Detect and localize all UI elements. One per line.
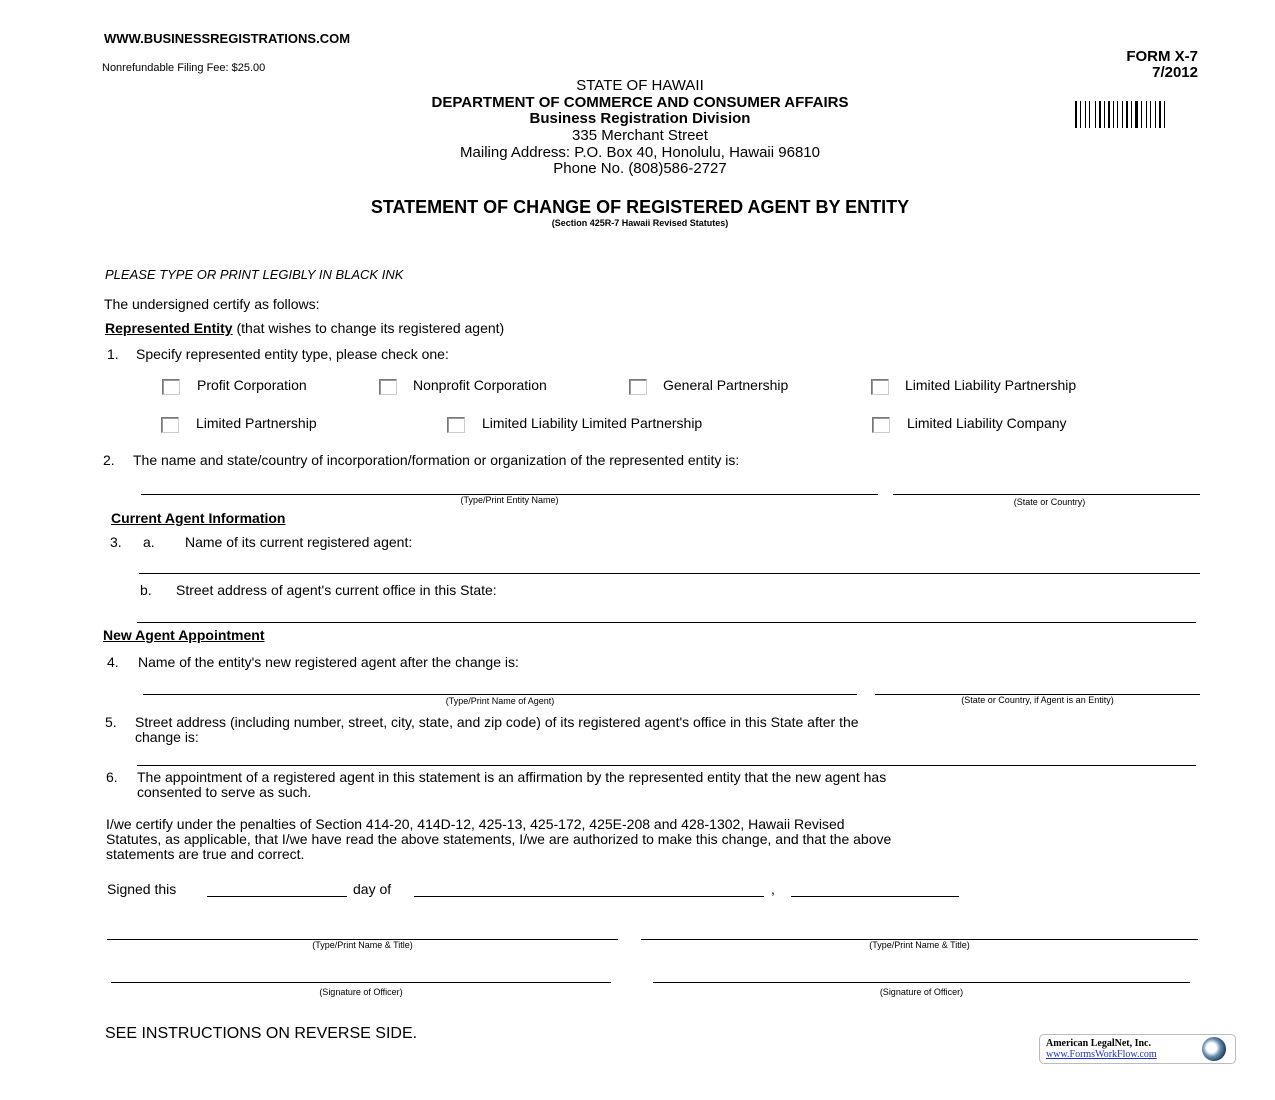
q3b-text: Street address of agent's current office in this State: xyxy=(176,582,497,598)
label-general-partnership: General Partnership xyxy=(663,377,789,393)
label-llc: Limited Liability Company xyxy=(907,415,1067,431)
barcode-bar xyxy=(1089,101,1090,128)
form-id: FORM X-7 xyxy=(1126,48,1198,65)
ink-instruction: PLEASE TYPE OR PRINT LEGIBLY IN BLACK INK xyxy=(105,267,404,282)
signature-caption-1: (Signature of Officer) xyxy=(319,987,403,997)
globe-icon xyxy=(1202,1037,1226,1061)
penalty-line-1: I/we certify under the penalties of Section 414-20, 414D-12, 425-13, 425-172, 425E-208 and 428-1302, Hawaii Revised xyxy=(106,816,845,832)
entity-state-field[interactable] xyxy=(893,494,1200,495)
checkbox-profit-corporation[interactable] xyxy=(162,379,180,395)
signature-field-2[interactable] xyxy=(653,982,1190,983)
form-title: STATEMENT OF CHANGE OF REGISTERED AGENT BY ENTITY xyxy=(370,197,910,217)
q1-text: Specify represented entity type, please check one: xyxy=(136,346,449,362)
name-title-caption-1: (Type/Print Name & Title) xyxy=(312,940,413,950)
label-nonprofit-corporation: Nonprofit Corporation xyxy=(413,377,547,393)
barcode-bar xyxy=(1122,101,1123,128)
barcode-bar xyxy=(1108,101,1110,128)
barcode-bar xyxy=(1117,101,1118,128)
mailing-address: Mailing Address: P.O. Box 40, Honolulu, Hawaii 96810 xyxy=(460,144,820,161)
signed-day-field[interactable] xyxy=(207,896,347,897)
new-agent-name-caption: (Type/Print Name of Agent) xyxy=(445,696,555,706)
day-of-label: day of xyxy=(353,881,392,897)
label-llp: Limited Liability Partnership xyxy=(905,377,1077,393)
current-agent-heading: Current Agent Information xyxy=(111,510,286,526)
entity-name-caption: (Type/Print Entity Name) xyxy=(460,495,559,505)
barcode-bar xyxy=(1150,101,1151,128)
represented-entity-note: (that wishes to change its registered agent) xyxy=(236,320,505,336)
website-link[interactable]: WWW.BUSINESSREGISTRATIONS.COM xyxy=(104,31,351,46)
barcode-bar xyxy=(1155,101,1156,128)
label-lllp: Limited Liability Limited Partnership xyxy=(482,415,703,431)
barcode-bar xyxy=(1131,101,1132,128)
new-agent-heading: New Agent Appointment xyxy=(103,627,265,643)
signature-caption-2: (Signature of Officer) xyxy=(879,987,964,997)
q3a-text: Name of its current registered agent: xyxy=(185,534,413,550)
barcode-bar xyxy=(1095,101,1096,128)
q5-number: 5. xyxy=(105,714,117,730)
department-name: DEPARTMENT OF COMMERCE AND CONSUMER AFFAIRS xyxy=(431,94,849,111)
barcode-bar xyxy=(1075,101,1077,128)
signed-year-field[interactable] xyxy=(791,896,959,897)
label-profit-corporation: Profit Corporation xyxy=(197,377,307,393)
form-subtitle: (Section 425R-7 Hawaii Revised Statutes) xyxy=(551,218,729,228)
q6-number: 6. xyxy=(106,769,118,785)
barcode-bar xyxy=(1135,101,1138,128)
label-limited-partnership: Limited Partnership xyxy=(196,415,317,431)
barcode-bar xyxy=(1104,101,1105,128)
barcode-bar xyxy=(1085,101,1086,128)
q3a-sub: a. xyxy=(143,534,155,550)
checkbox-general-partnership[interactable] xyxy=(629,379,647,395)
entity-state-caption: (State or Country) xyxy=(1013,497,1086,507)
filing-fee: Nonrefundable Filing Fee: $25.00 xyxy=(102,62,266,74)
barcode-bar xyxy=(1146,101,1147,128)
division-name: Business Registration Division xyxy=(529,110,751,127)
q1-number: 1. xyxy=(107,346,119,362)
checkbox-llc[interactable] xyxy=(872,417,890,433)
barcode-bar xyxy=(1080,101,1081,128)
q2-text: The name and state/country of incorporation/formation or organization of the represented entity is: xyxy=(133,452,740,468)
q2-number: 2. xyxy=(103,452,115,468)
q5-line2: change is: xyxy=(135,729,199,745)
penalty-line-2: Statutes, as applicable, that I/we have read the above statements, I/we are authorized to make this change, and that the above xyxy=(106,831,892,847)
signed-month-field[interactable] xyxy=(414,896,764,897)
barcode-bar xyxy=(1126,101,1128,128)
checkbox-limited-partnership[interactable] xyxy=(161,417,179,433)
signature-field-1[interactable] xyxy=(111,982,611,983)
barcode-bar xyxy=(1099,101,1101,128)
q6-line2: consented to serve as such. xyxy=(137,784,312,800)
barcode-bar xyxy=(1113,101,1114,128)
new-agent-name-field[interactable] xyxy=(143,694,857,695)
form-date: 7/2012 xyxy=(1152,64,1198,81)
logo-url[interactable]: www.FormsWorkFlow.com xyxy=(1046,1049,1157,1060)
date-comma: , xyxy=(771,881,775,897)
current-agent-name-field[interactable] xyxy=(139,573,1200,574)
american-legalnet-logo[interactable] xyxy=(1039,1034,1236,1064)
q6-line1: The appointment of a registered agent in this statement is an affirmation by the represented entity that the new agent has xyxy=(137,769,887,785)
name-title-caption-2: (Type/Print Name & Title) xyxy=(869,940,970,950)
new-agent-address-field[interactable] xyxy=(137,765,1196,766)
q3b-sub: b. xyxy=(140,582,152,598)
checkbox-lllp[interactable] xyxy=(447,417,465,433)
phone-number: Phone No. (808)586-2727 xyxy=(553,160,727,177)
barcode-bar xyxy=(1159,101,1161,128)
certify-intro: The undersigned certify as follows: xyxy=(104,296,320,312)
represented-entity-heading: Represented Entity xyxy=(105,320,233,336)
q4-text: Name of the entity's new registered agent after the change is: xyxy=(138,654,519,670)
q3-number: 3. xyxy=(110,534,122,550)
q4-number: 4. xyxy=(107,654,119,670)
current-agent-address-field[interactable] xyxy=(137,622,1196,623)
barcode-bar xyxy=(1141,101,1142,128)
logo-company: American LegalNet, Inc. xyxy=(1046,1038,1151,1049)
q5-line1: Street address (including number, street, city, state, and zip code) of its registered agent's office in this State after the xyxy=(135,714,859,730)
penalty-line-3: statements are true and correct. xyxy=(106,846,305,862)
checkbox-nonprofit-corporation[interactable] xyxy=(379,379,397,395)
checkbox-llp[interactable] xyxy=(871,379,889,395)
state-name: STATE OF HAWAII xyxy=(576,77,704,94)
see-instructions: SEE INSTRUCTIONS ON REVERSE SIDE. xyxy=(105,1025,418,1042)
new-agent-state-caption: (State or Country, if Agent is an Entity) xyxy=(961,695,1114,705)
street-address: 335 Merchant Street xyxy=(572,127,708,144)
signed-this-label: Signed this xyxy=(107,881,177,897)
barcode-bar xyxy=(1164,101,1165,128)
